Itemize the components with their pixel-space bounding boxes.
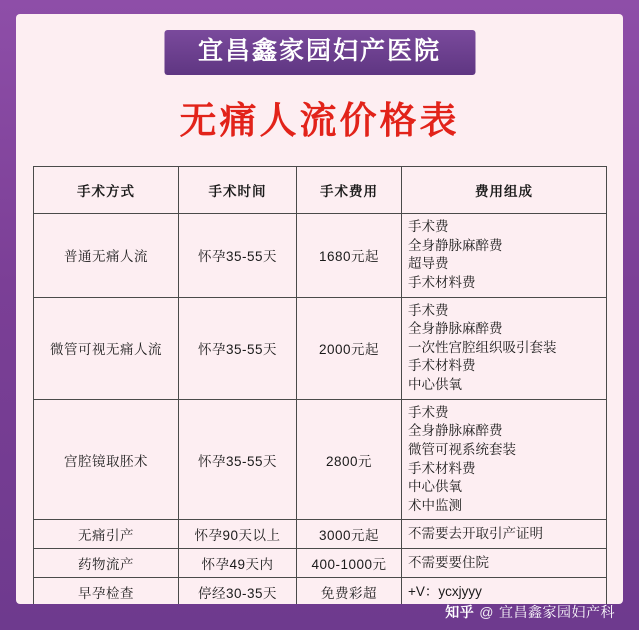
- parts-item: 中心供氧: [408, 479, 462, 495]
- account-name: 宜昌鑫家园妇产科: [499, 604, 615, 620]
- column-header-fee: 手术费用: [297, 167, 402, 214]
- cell-time: 怀孕35-55天: [179, 399, 297, 520]
- cell-fee: 3000元起: [297, 520, 402, 549]
- cell-parts: [402, 520, 607, 549]
- cell-parts: [402, 399, 607, 520]
- cell-method: 药物流产: [34, 549, 179, 578]
- table-row: [34, 549, 607, 578]
- price-table-wrapper: [33, 166, 606, 604]
- parts-item: 手术费: [408, 404, 449, 420]
- cell-parts: [402, 549, 607, 578]
- parts-item: 手术费: [408, 219, 449, 234]
- cell-parts: [402, 297, 607, 399]
- cell-time: 怀孕35-55天: [179, 297, 297, 399]
- price-card: [16, 14, 623, 604]
- parts-item: 手术费: [408, 302, 449, 318]
- at-symbol: @: [479, 604, 494, 620]
- parts-item: 中心供氧: [408, 377, 462, 392]
- parts-item: 微管可视系统套装: [408, 441, 516, 457]
- cell-fee: 2800元: [297, 399, 402, 520]
- table-body: [34, 214, 607, 605]
- column-header-time: 手术时间: [179, 167, 297, 214]
- cell-time: 怀孕35-55天: [179, 214, 297, 298]
- parts-item: 一次性宫腔组织吸引套装: [408, 339, 557, 355]
- cell-fee: 免费彩超: [297, 578, 402, 604]
- cell-fee: 2000元起: [297, 297, 402, 399]
- table-row: [34, 214, 607, 298]
- table-row: [34, 578, 607, 604]
- parts-item: +V：ycxjyyy: [408, 584, 482, 600]
- parts-list: [408, 525, 600, 544]
- cell-time: 停经30-35天: [179, 578, 297, 604]
- cell-fee: 400-1000元: [297, 549, 402, 578]
- watermark-footer: [445, 602, 615, 622]
- parts-list: [408, 302, 600, 395]
- parts-list: [408, 218, 600, 293]
- parts-item: 超导费: [408, 256, 449, 272]
- table-header-row: [34, 167, 607, 214]
- parts-list: [408, 404, 600, 516]
- price-table: [33, 166, 607, 604]
- cell-method: 宫腔镜取胚术: [34, 399, 179, 520]
- parts-item: 不需要要住院: [408, 555, 489, 571]
- parts-item: 不需要去开取引产证明: [408, 526, 543, 542]
- table-row: [34, 399, 607, 520]
- parts-list: [408, 554, 600, 573]
- cell-parts: [402, 214, 607, 298]
- cell-method: 无痛引产: [34, 520, 179, 549]
- cell-method: 早孕检查: [34, 578, 179, 604]
- parts-item: 手术材料费: [408, 274, 476, 290]
- page-title: 无痛人流价格表: [179, 99, 460, 142]
- parts-item: 术中监测: [408, 497, 462, 513]
- cell-time: 怀孕90天以上: [179, 520, 297, 549]
- cell-method: 微管可视无痛人流: [34, 297, 179, 399]
- table-header: [34, 167, 607, 214]
- cell-time: 怀孕49天内: [179, 549, 297, 578]
- parts-item: 手术材料费: [408, 358, 476, 374]
- parts-item: 全身静脉麻醉费: [408, 423, 503, 439]
- table-row: [34, 520, 607, 549]
- parts-item: 全身静脉麻醉费: [408, 321, 503, 337]
- cell-parts: [402, 578, 607, 604]
- cell-fee: 1680元起: [297, 214, 402, 298]
- table-row: [34, 297, 607, 399]
- parts-item: 全身静脉麻醉费: [408, 237, 503, 253]
- parts-item: 手术材料费: [408, 460, 476, 476]
- column-header-method: 手术方式: [34, 167, 179, 214]
- cell-method: 普通无痛人流: [34, 214, 179, 298]
- hospital-name-banner: 宜昌鑫家园妇产医院: [164, 30, 475, 75]
- column-header-parts: 费用组成: [402, 167, 607, 214]
- parts-list: [408, 583, 600, 602]
- zhihu-label: 知乎: [445, 604, 475, 620]
